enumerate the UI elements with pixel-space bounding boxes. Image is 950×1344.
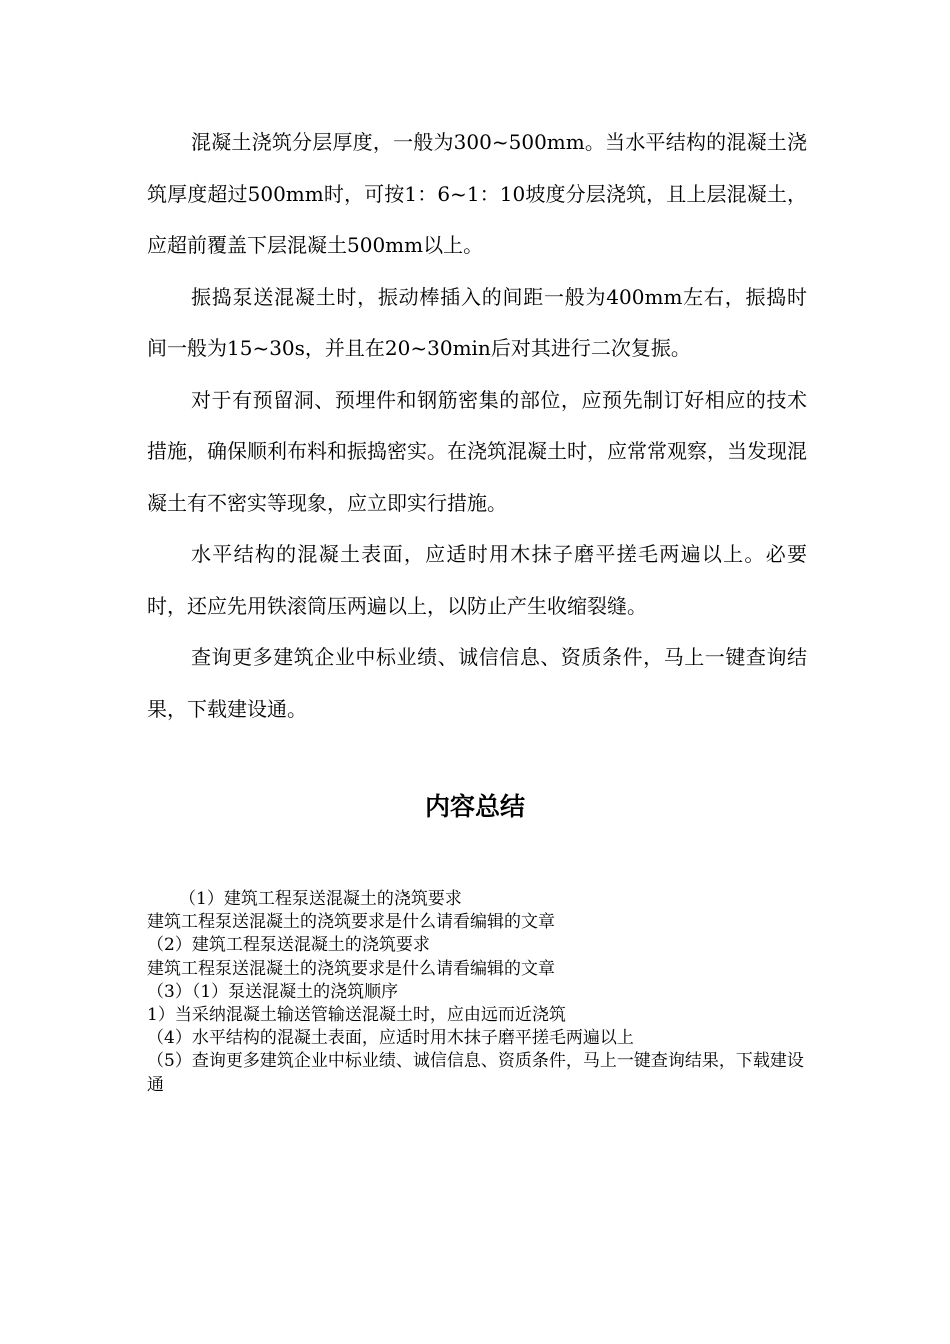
summary-line: （4）水平结构的混凝土表面，应适时用木抹子磨平搓毛两遍以上: [147, 1028, 634, 1049]
summary-line: （5）查询更多建筑企业中标业绩、诚信信息、资质条件，马上一键查询结果，下载建设通: [147, 1051, 804, 1095]
summary-line: 建筑工程泵送混凝土的浇筑要求是什么请看编辑的文章: [147, 912, 555, 933]
summary-line: （3）（1）泵送混凝土的浇筑顺序: [147, 981, 399, 1002]
summary-list: [147, 888, 807, 1097]
summary-line: 建筑工程泵送混凝土的浇筑要求是什么请看编辑的文章: [147, 958, 555, 979]
paragraph-surface-finishing: 水平结构的混凝土表面，应适时用木抹子磨平搓毛两遍以上。必要时，还应先用铁滚筒压两遍以上，以防止产生收缩裂缝。: [147, 542, 807, 618]
paragraph-reserved-holes: 对于有预留洞、预埋件和钢筋密集的部位，应预先制订好相应的技术措施，确保顺利布料和振捣密实。在浇筑混凝土时，应常常观察，当发现混凝土有不密实等现象，应立即实行措施。: [147, 387, 807, 515]
summary-line: （2）建筑工程泵送混凝土的浇筑要求: [147, 935, 430, 956]
summary-title: 内容总结: [424, 792, 525, 821]
paragraph-vibration: 振捣泵送混凝土时，振动棒插入的间距一般为400mm左右，振捣时间一般为15~30s，并且在20~30min后对其进行二次复振。: [147, 284, 807, 360]
paragraph-pour-layer-thickness: 混凝土浇筑分层厚度，一般为300~500mm。当水平结构的混凝土浇筑厚度超过500mm时，可按1：6~1：10坡度分层浇筑，且上层混凝土，应超前覆盖下层混凝土500mm以上。: [147, 130, 807, 257]
summary-line: 1）当采纳混凝土输送管输送混凝土时，应由远而近浇筑: [147, 1005, 566, 1026]
summary-line: （1）建筑工程泵送混凝土的浇筑要求: [179, 889, 462, 909]
body-text: [147, 117, 807, 735]
paragraph-query-more: 查询更多建筑企业中标业绩、诚信信息、资质条件，马上一键查询结果，下载建设通。: [147, 645, 807, 721]
